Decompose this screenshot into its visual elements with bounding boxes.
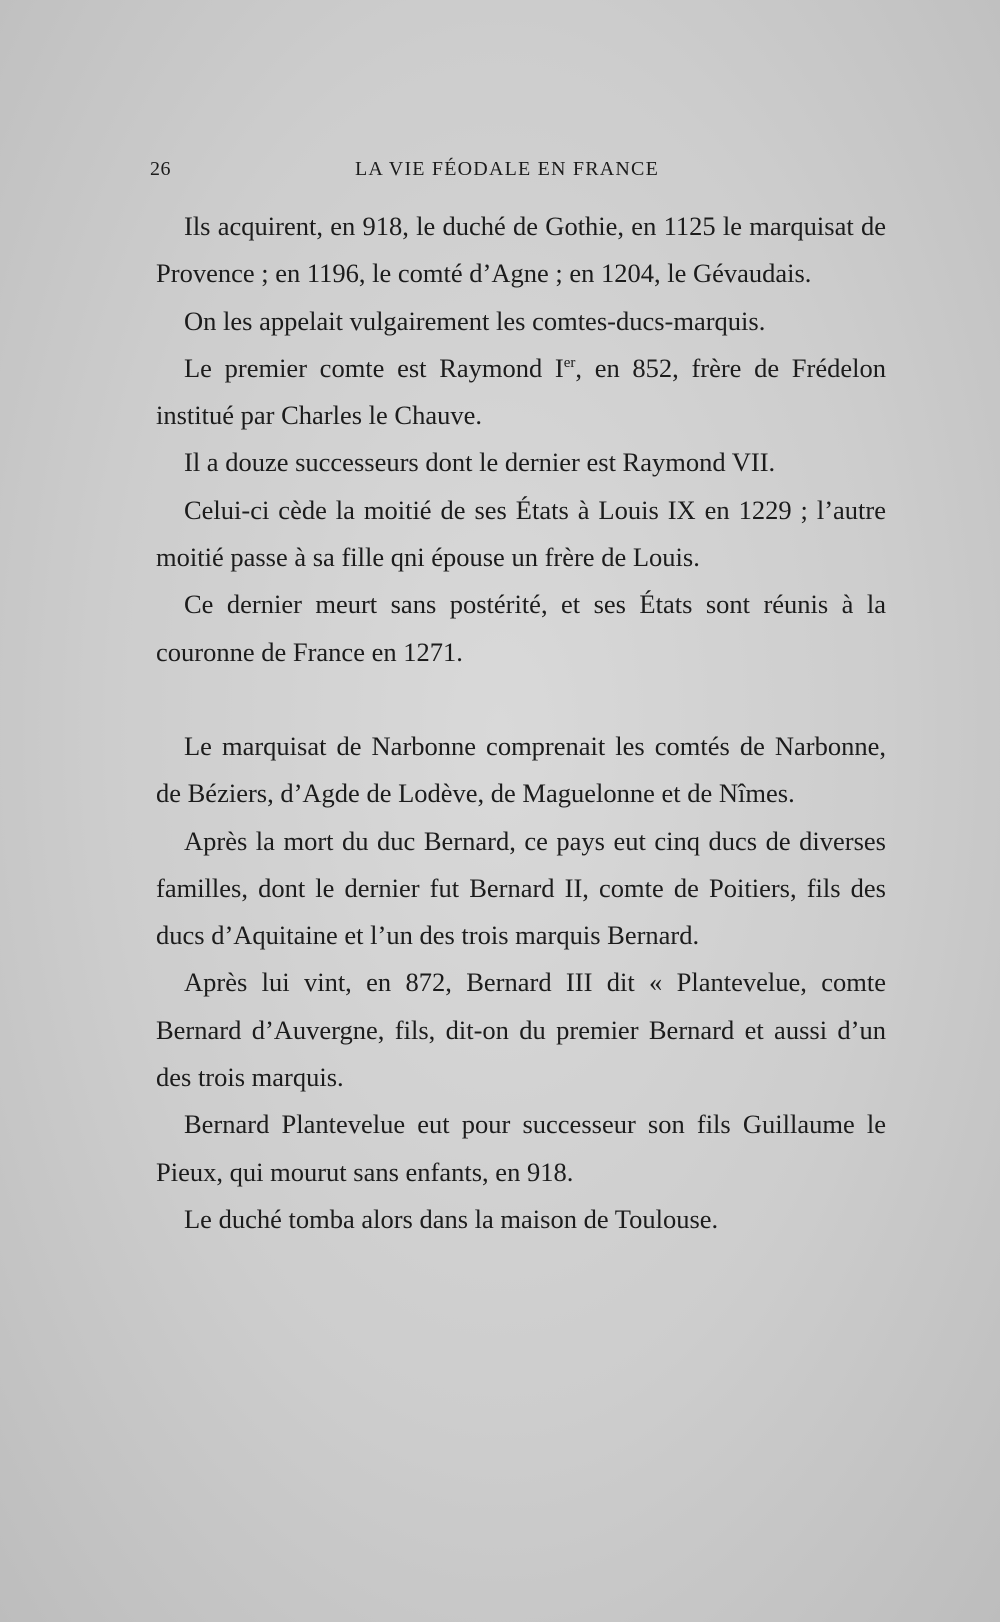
paragraph-raymond [156,345,886,440]
paragraph: Après la mort du duc Bernard, ce pays eut cinq ducs de diverses familles, dont le dernier fut Bernard II, comte de Poitiers, fils des ducs d’Aquitaine et l’un des trois marquis Bernard. [156,825,886,951]
paragraph: Bernard Plantevelue eut pour successeur son fils Guillaume le Pieux, qui mourut sans enfants, en 918. [156,1109,886,1187]
paragraph: Il a douze successeurs dont le dernier est Raymond VII. [184,447,776,478]
running-title: LA VIE FÉODALE EN FRANCE [355,158,659,180]
body-text [156,203,886,1243]
running-head [150,158,880,188]
paragraph: Ce dernier meurt sans postérité, et ses États sont réunis à la couronne de France en 1271. [156,589,886,667]
paragraph: On les appelait vulgairement les comtes-ducs-marquis. [184,305,766,336]
raymond-text-before: Le premier comte est Raymond I [184,352,564,383]
paragraph: Le duché tomba alors dans la maison de Toulouse. [184,1203,719,1234]
raymond-superscript: er [563,355,576,372]
page-number: 26 [150,158,171,180]
section-gap [156,676,886,723]
paragraph: Après lui vint, en 872, Bernard III dit « Plantevelue, comte Bernard d’Auvergne, fils, dit-on du premier Bernard et aussi d’un des trois marquis. [156,967,886,1093]
paragraph: Ils acquirent, en 918, le duché de Gothie, en 1125 le marquisat de Provence ; en 1196, le comté d’Agne ; en 1204, le Gévaudais. [156,211,886,289]
paragraph: Celui-ci cède la moitié de ses États à Louis IX en 1229 ; l’autre moitié passe à sa fille qni épouse un frère de Louis. [156,494,886,573]
paragraph: Le marquisat de Narbonne comprenait les comtés de Narbonne, de Béziers, d’Agde de Lodève, de Maguelonne et de Nîmes. [156,730,886,809]
raymond-text-after: , en 852, frère de Frédelon institué par Charles le Chauve. [156,352,886,431]
